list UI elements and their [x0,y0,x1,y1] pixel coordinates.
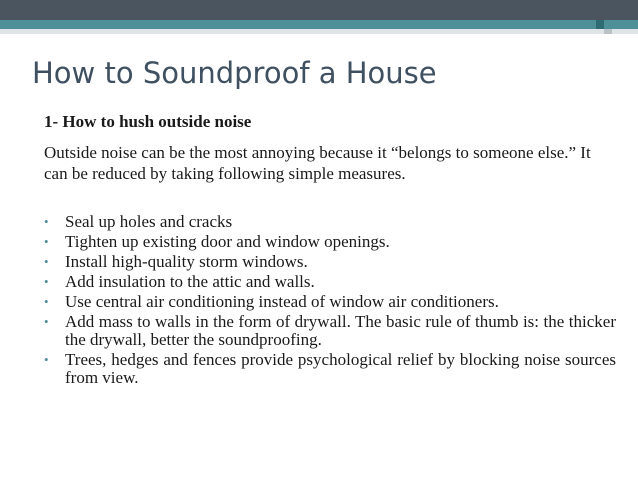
list-item [44,213,616,231]
list-item-text: Seal up holes and cracks [65,212,233,231]
intro-paragraph: Outside noise can be the most annoying because it “belongs to someone else.” It can be reduced by taking following simple measures. [44,143,591,183]
list-item-text: Use central air conditioning instead of window air conditioners. [65,292,499,311]
header-band-light [0,29,638,34]
bullet-icon: • [44,314,49,329]
bullet-icon: • [44,352,49,367]
list-item [44,233,616,251]
bullet-icon: • [44,254,49,269]
bullet-list [44,213,616,389]
list-item-text: Install high-quality storm windows. [65,252,308,271]
list-item-text: Tighten up existing door and window openings. [65,232,390,251]
list-item-text: Add mass to walls in the form of drywall. The basic rule of thumb is: the thicker the drywall, better the soundproofing. [65,312,616,349]
header-band-accent [604,29,612,34]
header-band-dark [0,0,638,20]
slide-title: How to Soundproof a House [32,56,437,90]
header-band-teal [0,20,638,29]
list-item-text: Add insulation to the attic and walls. [65,272,315,291]
bullet-icon: • [44,234,49,249]
section-heading: 1- How to hush outside noise [44,112,252,131]
list-item [44,253,616,271]
list-item [44,293,616,311]
list-item-text: Trees, hedges and fences provide psychological relief by blocking noise sources from view. [65,350,616,387]
list-item [44,273,616,291]
bullet-icon: • [44,214,49,229]
list-item [44,351,616,387]
bullet-icon: • [44,294,49,309]
header-band-accent [596,20,604,29]
list-item [44,313,616,349]
bullet-icon: • [44,274,49,289]
